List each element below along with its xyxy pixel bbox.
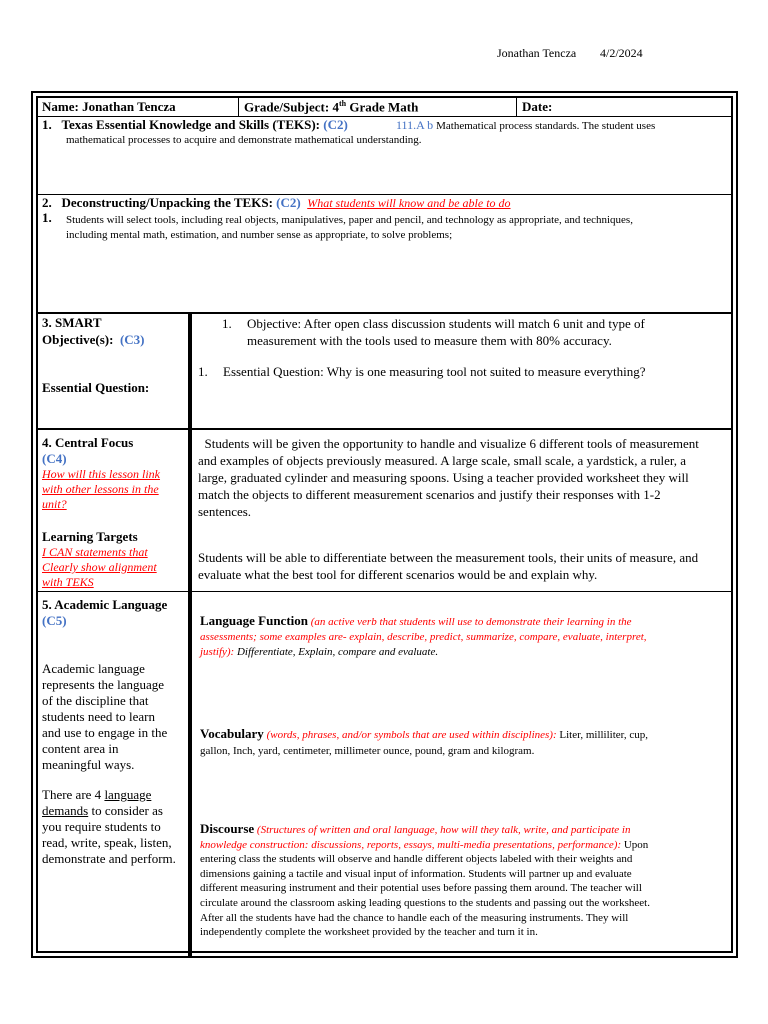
grade-subject-label: Grade/Subject: 4th Grade Math — [244, 99, 419, 115]
row-divider-central — [38, 591, 731, 592]
col-divider-left — [188, 312, 192, 957]
academic-language-code: (C5) — [42, 613, 67, 628]
academic-language-label: 5. Academic Language — [42, 597, 168, 612]
vocabulary: Vocabulary (words, phrases, and/or symbols that are used within disciplines): Liter, milliliter, cup, gallon, Inch, yard, centimeter, millimeter ounce, pound, gram and kilogram. — [200, 726, 649, 757]
date-label: Date: — [522, 99, 553, 114]
essential-question-number: 1. — [198, 364, 208, 379]
discourse: Discourse (Structures of written and oral language, how will they talk, write, and participate in knowledge construction: discussions, reports, essays, multi-media presentations, performance): Upon entering class the students will observe and handle different objects labeled with their weights and dimensions gaining a tactile and visual input of information. Students will partner up and evaluate different measuring instrument and their potential uses before passing them around. The teacher will circulate around the classroom asking leading questions to the students and passing out the worksheet. After all the students have had the chance to handle each of the measuring instruments. They will independently complete the worksheet provided by the teacher and turn it in. — [200, 821, 650, 939]
name-label: Name: Jonathan Tencza — [42, 99, 176, 114]
deconstruct-item-text: Students will select tools, including real objects, manipulatives, paper and pencil, and technology as appropriate, and techniques, including mental math, estimation, and number sense as appropriate, to solve problems; — [66, 214, 633, 241]
essential-question-text: Essential Question: Why is one measuring tool not suited to measure everything? — [223, 364, 646, 379]
teks-standard: 111.A b Mathematical process standards. The student uses — [396, 118, 656, 132]
central-focus-text: Students will be given the opportunity to handle and visualize 6 different tools of measurement and examples of objects previously measured. A large scale, small scale, a yardstick, a ruler, a large, graduated cylinder and measuring spoons. Using a teacher provided worksheet they will match the objects to different measurement scenarios and justify their responses with 1-2 sentences. — [198, 436, 699, 519]
central-focus-code: (C4) — [42, 451, 67, 466]
central-focus-label: 4. Central Focus — [42, 435, 134, 450]
row-divider-smart — [38, 428, 731, 430]
language-demands-text: There are 4 language demands to consider as you require students to read, write, speak, listen, demonstrate and perform. — [42, 787, 176, 866]
teks-heading: 1. Texas Essential Knowledge and Skills (TEKS): (C2) — [42, 117, 348, 132]
language-function: Language Function (an active verb that students will use to demonstrate their learning in the assessments; some examples are- explain, describe, predict, summarize, compare, evaluate, interpret, justify): Differentiate, Explain, compare and evaluate. — [200, 613, 647, 658]
smart-objective-number: 1. — [222, 316, 232, 331]
smart-label: 3. SMART Objective(s): (C3) — [42, 315, 145, 347]
deconstruct-item-number: 1. — [42, 210, 52, 225]
learning-targets-label: Learning Targets — [42, 529, 138, 544]
lesson-plan-inner-border — [36, 96, 733, 953]
academic-language-description: Academic language represents the language of the discipline that students need to learn and use to engage in the content area in meaningful ways. — [42, 661, 168, 772]
lesson-plan-table — [31, 91, 738, 958]
teks-standard-line2: mathematical processes to acquire and demonstrate mathematical understanding. — [66, 134, 422, 146]
smart-objective-text: Objective: After open class discussion students will match 6 unit and type of measurement with the tools used to measure them with 80% accuracy. — [247, 316, 645, 348]
deconstruct-heading: 2. Deconstructing/Unpacking the TEKS: (C2) What students will know and be able to do — [42, 195, 511, 210]
col-divider-grade — [238, 98, 239, 116]
essential-question-label: Essential Question: — [42, 380, 150, 395]
col-divider-date — [516, 98, 517, 116]
header-date: 4/2/2024 — [600, 46, 643, 60]
learning-targets-hint: I CAN statements that Clearly show alignment with TEKS — [42, 545, 157, 589]
central-focus-hint: How will this lesson link with other lessons in the unit? — [42, 467, 161, 511]
header-author-name: Jonathan Tencza — [497, 46, 577, 60]
learning-targets-text: Students will be able to differentiate between the measurement tools, their units of measure, and evaluate what the best tool for different scenarios would be and explain why. — [198, 550, 699, 582]
